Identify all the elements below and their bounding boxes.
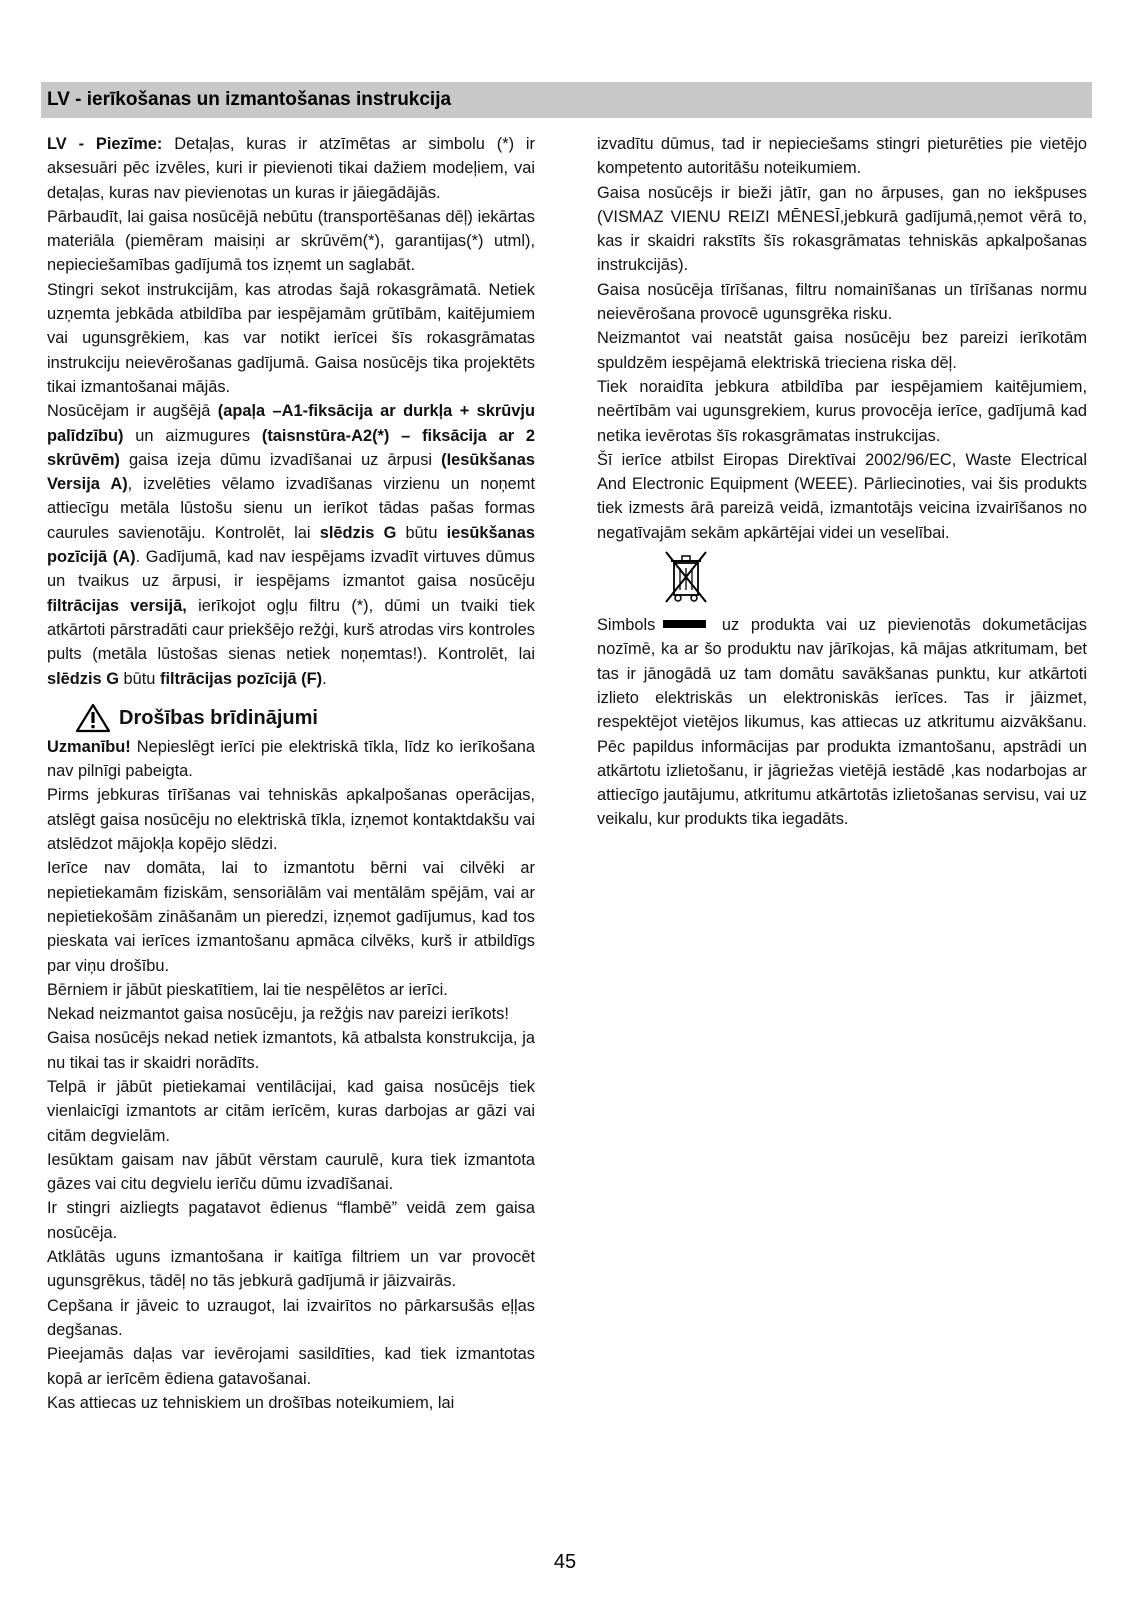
check-paragraph: Pārbaudīt, lai gaisa nosūcējā nebūtu (transportēšanas dēļ) iekārtas materiāla (piemēram maisiņi ar skrūvēm(*), garantijas(*) utml), nepieciešamības gadījumā tos izņemt un saglabāt. xyxy=(47,207,535,275)
installation-paragraph xyxy=(47,399,535,691)
safety-title: Drošības brīdinājumi xyxy=(119,706,318,729)
inst-bold-8: filtrācijas pozīcijā (F) xyxy=(159,669,323,688)
inst-text-8: būtu xyxy=(118,669,160,688)
caution-text: Nepieslēgt ierīci pie elektriskā tīkla, līdz ko ierīkošana nav pilnīgi pabeigta. xyxy=(47,737,535,781)
safety-paragraph: Pirms jebkuras tīrīšanas vai tehniskās apkalpošanas operācijas, atslēgt gaisa nosūcēju no elektriskā tīkla, izņemot kontaktdakšu vai atslēdzot mājokļa kopējo slēdzi. xyxy=(47,786,535,854)
inst-bold-5: iesūkšanas pozīcijā (A) xyxy=(47,523,536,567)
safety-paragraph: Pieejamās daļas var ievērojami sasildīties, kad tiek izmantotas kopā ar ierīcēm ēdiena gatavošanai. xyxy=(47,1345,535,1388)
left-column xyxy=(47,132,535,1415)
warning-triangle-icon xyxy=(75,703,111,733)
right-paragraph: Tiek noraidīta jebkura atbildība par iespējamiem kaitējumiem, neērtībām vai ugunsgrekiem, kurus provocēja ierīce, gadījumā kad netika ievērotas šīs rokasgrāmatas instrukcijas. xyxy=(597,377,1087,445)
safety-heading xyxy=(47,703,535,733)
inst-text-9: . xyxy=(322,669,327,688)
safety-paragraph: Cepšana ir jāveic to uzraugot, lai izvairītos no pārkarsušās eļļas degšanas. xyxy=(47,1296,535,1339)
safety-paragraph: Telpā ir jābūt pietiekamai ventilācijai, kad gaisa nosūcējs tiek vienlaicīgi izmantots ar citām ierīcēm, kuras darbojas ar gāzi vai citām degvielām. xyxy=(47,1077,535,1145)
section-title: LV - ierīkošanas un izmantošanas instrukcija xyxy=(47,89,452,110)
inst-bold-6: filtrācijas versijā, xyxy=(47,596,187,615)
safety-paragraph: Gaisa nosūcējs nekad netiek izmantots, kā atbalsta konstrukcija, ja nu tikai tas ir skaidri norādīts. xyxy=(47,1029,535,1072)
inst-bold-1: (apaļa –A1-fiksācija ar durkļa + skrūvju palīdzību) xyxy=(47,402,535,445)
safety-paragraph: Ir stingri aizliegts pagatavot ēdienus “flambē” veidā zem gaisa nosūcēja. xyxy=(47,1199,535,1242)
inst-text-6: . Gadījumā, kad nav iespējams izvadīt virtuves dūmus un tvaikus uz ārpusi, ir iespējams izmantot gaisa nosūcēju xyxy=(47,548,535,591)
right-paragraph: Gaisa nosūcējs ir bieži jātīr, gan no ārpuses, gan no iekšpuses (VISMAZ VIENU REIZI MĒNESĪ,jebkurā gadījumā,ņemot vērā to, kas ir skaidri rakstīts šīs rokasgrāmatas tehniskās apkalpošanas instrukcijās). xyxy=(597,183,1087,275)
symbol-lead: Simbols xyxy=(597,616,656,635)
right-paragraph: Neizmantot vai neatstāt gaisa nosūcēju bez pareizi ierīkotām spuldzēm iespējamā elektriskā trieciena riska dēļ. xyxy=(597,329,1087,372)
right-paragraph: Gaisa nosūcēja tīrīšanas, filtru nomainīšanas un tīrīšanas normu neievērošana provocē ugunsgrēka risku. xyxy=(597,280,1087,324)
symbol-text: uz produkta vai uz pievienotās dokumetācijas nozīmē, ka ar šo produktu nav jārīkojas, kā mājas atkritumam, bet tas ir jānogādā uz tam domātu savākšanas punktu, kur atkārtoti izlieto elektriskās un elektroniskās ierīces. Tas ir jāizmet, respektējot vietējos likumus, kas attiecas uz atkritumu aizvākšanu. Pēc papildus informācijas par produkta izmantošanu, apstrādi un atkārtotu izlietošanu, ir jāgriežas vietējā iestādē ,kas nodarbojas ar attiecīgo jautājumu, atkritumu atkārtotās izlietošanas servisu, vai uz veikalu, kur produkts tika iegadāts. xyxy=(597,616,1087,829)
safety-paragraph: Ierīce nav domāta, lai to izmantotu bērni vai cilvēki ar nepietiekamām fiziskām, sensoriālām vai mentālām spējām, vai ar nepietiekošām zināšanām un pieredzi, izņemot gadījumus, kad tos pieskata vai ierīces izmantošanu apmāca cilvēks, kurš ir atbildīgs par viņu drošību. xyxy=(47,859,535,975)
note-label: LV - Piezīme: xyxy=(47,135,163,153)
inst-text-4: , izvelēties vēlamo izvadīšanas virzienu un noņemt attiecīgu metāla lūstošu sienu un ierīkot tādas pašas formas caurules savienotāju. Kontrolēt, lai xyxy=(47,475,535,542)
inst-text-3: gaisa izeja dūmu izvadīšanai uz ārpusi xyxy=(119,450,442,469)
caution-paragraph xyxy=(47,735,535,784)
safety-paragraph: Nekad neizmantot gaisa nosūcēju, ja režģis nav pareizi ierīkots! xyxy=(47,1005,509,1024)
note-paragraph xyxy=(47,132,535,205)
right-column xyxy=(597,132,1087,832)
inst-text-5: būtu xyxy=(396,523,447,542)
caution-label: Uzmanību! xyxy=(47,737,131,756)
inst-text-7: ierīkojot ogļu filtru (*), dūmi un tvaiki tiek atkārtoti pārstradāti caur priekšējo režģi, kurš atrodas virs kontroles pults (metāla lūstošas sienas netiek noņemtas!). Kontrolēt, lai xyxy=(47,596,535,664)
inst-bold-3: (Iesūkšanas Versija A) xyxy=(47,450,535,494)
right-paragraph: izvadītu dūmus, tad ir nepieciešams stingri pieturēties pie vietējo kompetento autoritāšu noteikumiem. xyxy=(597,135,1087,178)
inst-bold-2: (taisnstūra-A2(*) – fiksācija ar 2 skrūvēm) xyxy=(47,426,535,469)
page-number: 45 xyxy=(553,1551,577,1573)
safety-paragraph: Atklātās uguns izmantošana ir kaitīga filtriem un var provocēt ugunsgrēkus, tādēļ no tās jebkurā gadījumā ir jāizvairās. xyxy=(47,1248,535,1291)
symbol-paragraph xyxy=(597,613,1087,832)
safety-paragraph: Iesūktam gaisam nav jābūt vērstam caurulē, kura tiek izmantota gāzes vai citu degvielu ierīču dūmu izvadīšanai. xyxy=(47,1150,535,1194)
safety-paragraph: Bērniem ir jābūt pieskatītiem, lai tie nespēlētos ar ierīci. xyxy=(47,980,448,999)
section-title-bar xyxy=(41,82,1092,118)
weee-paragraph: Šī ierīce atbilst Eiropas Direktīvai 2002/96/EC, Waste Electrical And Electronic Equipment (WEEE). Pārliecinoties, vai šis produkts tiek izmests ārā pareizā veidā, izmantotājs veicina izvairīšanos no negatīvajām sekām apkārtējai videi un veselībai. xyxy=(597,450,1087,542)
inst-text-2: un aizmugures xyxy=(123,426,262,445)
inst-bold-4: slēdzis G xyxy=(319,523,397,542)
safety-paragraph: Kas attiecas uz tehniskiem un drošības noteikumiem, lai xyxy=(47,1393,455,1412)
note-text: Detaļas, kuras ir atzīmētas ar simbolu (*) ir aksesuāri pēc izvēles, kuri ir pievienoti tikai dažiem modeļiem, vai detaļas, kuras nav pievienotas un kuras ir jāiegādājās. xyxy=(47,135,535,202)
inst-bold-7: slēdzis G xyxy=(47,669,119,688)
inst-text-1: Nosūcējam ir augšējā xyxy=(47,402,218,421)
black-bar-symbol xyxy=(663,620,706,628)
crossed-bin-icon xyxy=(663,549,709,605)
follow-paragraph: Stingri sekot instrukcijām, kas atrodas šajā rokasgrāmatā. Netiek uzņemta jebkāda atbildība par iespējamām grūtībām, kaitējumiem vai ugunsgrēkiem, kas var notikt ierīcei šīs rokasgrāmatas instrukciju neievērošanas gadījumā. Gaisa nosūcējs tika projektēts tikai izmantošanai mājās. xyxy=(47,280,535,396)
weee-symbol xyxy=(597,545,1087,613)
